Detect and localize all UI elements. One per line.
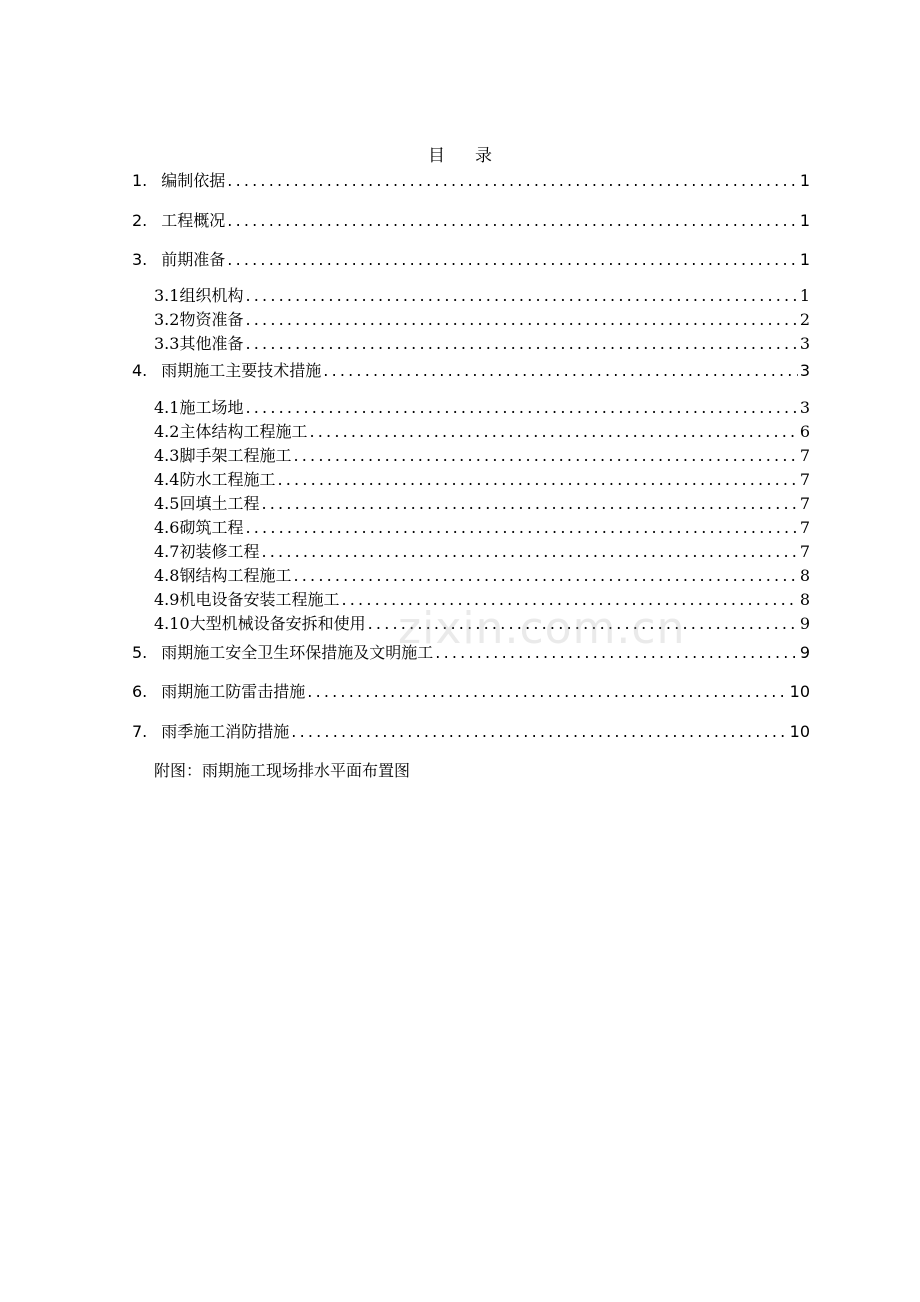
toc-entry[interactable] bbox=[132, 641, 810, 665]
toc-entry-page: 7 bbox=[799, 518, 810, 537]
dot-leader bbox=[293, 564, 797, 588]
toc-entry-number: 4.10 bbox=[154, 614, 190, 633]
toc-entry-page: 2 bbox=[799, 310, 810, 329]
toc-entry-number: 6. bbox=[132, 682, 148, 701]
toc-entry-page: 1 bbox=[799, 211, 810, 230]
toc-entry-page: 3 bbox=[799, 361, 810, 380]
dot-leader bbox=[293, 444, 797, 468]
toc-subentry[interactable] bbox=[154, 308, 810, 332]
dot-leader bbox=[245, 332, 797, 356]
toc-entry-page: 7 bbox=[799, 542, 810, 561]
dot-leader bbox=[291, 720, 787, 744]
toc-subentry[interactable] bbox=[154, 420, 810, 444]
toc-subentry[interactable] bbox=[154, 588, 810, 612]
dot-leader bbox=[227, 248, 798, 272]
toc-entry[interactable] bbox=[132, 680, 810, 704]
dot-leader bbox=[261, 492, 797, 516]
toc-entry-number: 2. bbox=[132, 211, 148, 230]
dot-leader bbox=[227, 209, 798, 233]
toc-entry-label: 雨期施工安全卫生环保措施及文明施工 bbox=[161, 643, 434, 662]
toc-entry[interactable] bbox=[132, 248, 810, 272]
toc-entry-label: 回填土工程 bbox=[179, 494, 260, 513]
toc-entry[interactable] bbox=[132, 720, 810, 744]
toc-entry-page: 9 bbox=[799, 614, 810, 633]
dot-leader bbox=[277, 468, 797, 492]
toc-entry-number: 3.2 bbox=[154, 310, 180, 329]
toc-entry-label: 其他准备 bbox=[179, 334, 244, 353]
toc-entry-label: 大型机械设备安拆和使用 bbox=[189, 614, 366, 633]
toc-entry-label: 雨期施工主要技术措施 bbox=[161, 361, 322, 380]
dot-leader bbox=[307, 680, 787, 704]
toc-entry-page: 8 bbox=[799, 590, 810, 609]
dot-leader bbox=[245, 308, 797, 332]
dot-leader bbox=[261, 540, 797, 564]
toc-entry-number: 4.5 bbox=[154, 494, 180, 513]
toc-title-left: 目 bbox=[428, 146, 445, 166]
toc-title bbox=[0, 141, 920, 166]
toc-subentry[interactable] bbox=[154, 332, 810, 356]
toc-entry-page: 3 bbox=[799, 334, 810, 353]
toc-entry-label: 砌筑工程 bbox=[179, 518, 244, 537]
toc-subentry[interactable] bbox=[154, 468, 810, 492]
toc-title-right: 录 bbox=[475, 146, 492, 166]
toc-subentry[interactable] bbox=[154, 444, 810, 468]
toc-entry[interactable] bbox=[132, 209, 810, 233]
toc-subentry[interactable] bbox=[154, 516, 810, 540]
dot-leader bbox=[227, 169, 798, 193]
dot-leader bbox=[245, 396, 797, 420]
toc-entry-label: 脚手架工程施工 bbox=[179, 446, 292, 465]
toc-entry-page: 1 bbox=[799, 286, 810, 305]
toc-entry-number: 4.9 bbox=[154, 590, 180, 609]
appendix-line: 附图：雨期施工现场排水平面布置图 bbox=[154, 761, 411, 780]
toc-entry-label: 机电设备安装工程施工 bbox=[179, 590, 340, 609]
dot-leader bbox=[245, 516, 797, 540]
dot-leader bbox=[368, 612, 798, 636]
dot-leader bbox=[435, 641, 798, 665]
toc-entry-page: 1 bbox=[799, 250, 810, 269]
toc-entry-number: 5. bbox=[132, 643, 148, 662]
toc-entry-label: 钢结构工程施工 bbox=[179, 566, 292, 585]
dot-leader bbox=[323, 359, 798, 383]
toc-entry-label: 工程概况 bbox=[161, 211, 226, 230]
toc-entry-page: 7 bbox=[799, 446, 810, 465]
toc-entry-number: 4.8 bbox=[154, 566, 180, 585]
toc-entry-page: 10 bbox=[789, 682, 810, 701]
toc-entry[interactable] bbox=[132, 169, 810, 193]
toc-entry-number: 4.7 bbox=[154, 542, 180, 561]
dot-leader bbox=[245, 284, 797, 308]
toc-entry-label: 雨季施工消防措施 bbox=[161, 722, 290, 741]
toc-entry-page: 7 bbox=[799, 470, 810, 489]
toc-entry-number: 3.3 bbox=[154, 334, 180, 353]
toc-subentry[interactable] bbox=[154, 396, 810, 420]
toc-entry-number: 4.6 bbox=[154, 518, 180, 537]
toc-entry-page: 1 bbox=[799, 171, 810, 190]
dot-leader bbox=[341, 588, 797, 612]
toc-entry-page: 6 bbox=[799, 422, 810, 441]
toc-entry-label: 前期准备 bbox=[161, 250, 226, 269]
toc-entry-number: 1. bbox=[132, 171, 148, 190]
toc-subentry[interactable] bbox=[154, 284, 810, 308]
toc-entry-number: 4. bbox=[132, 361, 148, 380]
toc-entry-number: 4.1 bbox=[154, 398, 180, 417]
toc-entry-number: 4.2 bbox=[154, 422, 180, 441]
toc-entry[interactable] bbox=[132, 359, 810, 383]
toc-entry-label: 主体结构工程施工 bbox=[179, 422, 308, 441]
toc-entry-label: 物资准备 bbox=[179, 310, 244, 329]
toc-subentry[interactable] bbox=[154, 492, 810, 516]
toc-entry-label: 雨期施工防雷击措施 bbox=[161, 682, 306, 701]
toc-entry-label: 初装修工程 bbox=[179, 542, 260, 561]
watermark: zixin.com.cn bbox=[398, 603, 686, 654]
toc-entry-page: 7 bbox=[799, 494, 810, 513]
toc-entry-label: 防水工程施工 bbox=[179, 470, 276, 489]
toc-entry-page: 3 bbox=[799, 398, 810, 417]
toc-entry-number: 4.3 bbox=[154, 446, 180, 465]
toc-entry-page: 8 bbox=[799, 566, 810, 585]
toc-entry-label: 编制依据 bbox=[161, 171, 226, 190]
toc-entry-number: 3.1 bbox=[154, 286, 180, 305]
toc-entry-label: 组织机构 bbox=[179, 286, 244, 305]
toc-entry-page: 9 bbox=[799, 643, 810, 662]
toc-entry-number: 7. bbox=[132, 722, 148, 741]
toc-entry-number: 4.4 bbox=[154, 470, 180, 489]
toc-subentry[interactable] bbox=[154, 540, 810, 564]
dot-leader bbox=[309, 420, 797, 444]
toc-entry-label: 施工场地 bbox=[179, 398, 244, 417]
toc-entry-number: 3. bbox=[132, 250, 148, 269]
toc-subentry[interactable] bbox=[154, 564, 810, 588]
toc-subentry[interactable] bbox=[154, 612, 810, 636]
toc-entry-page: 10 bbox=[789, 722, 810, 741]
